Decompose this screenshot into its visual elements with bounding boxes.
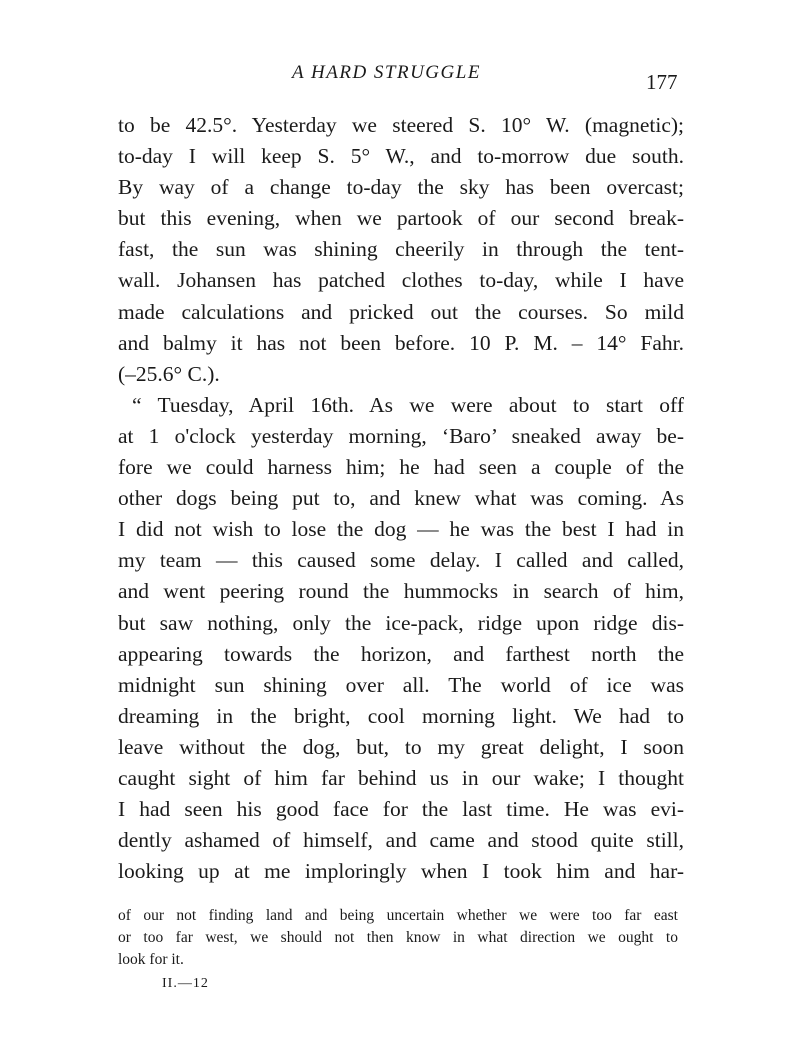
text-line: but this evening, when we partook of our second break-	[118, 206, 684, 231]
running-title: A HARD STRUGGLE	[292, 62, 481, 83]
text-line: to-day I will keep S. 5° W., and to-morrow due south.	[118, 144, 684, 169]
footnote	[118, 905, 678, 971]
text-line: midnight sun shining over all. The world of ice was	[118, 672, 684, 697]
body-text	[118, 110, 684, 887]
text-line: “ Tuesday, April 16th. As we were about to start off	[132, 392, 684, 417]
text-line: leave without the dog, but, to my great delight, I soon	[118, 734, 684, 759]
text-line: (–25.6° C.).	[118, 361, 220, 386]
text-line: wall. Johansen has patched clothes to-day, while I have	[118, 268, 684, 293]
text-line: other dogs being put to, and knew what was coming. As	[118, 486, 684, 511]
text-line: but saw nothing, only the ice-pack, ridge upon ridge dis-	[118, 610, 684, 635]
footnote-line: of our not finding land and being uncertain whether we were too far east	[118, 907, 678, 924]
text-line: looking up at me imploringly when I took him and har-	[118, 859, 684, 884]
text-line: fast, the sun was shining cheerily in through the tent-	[118, 237, 684, 262]
text-line: I did not wish to lose the dog — he was the best I had in	[118, 517, 684, 542]
text-line: my team — this caused some delay. I called and called,	[118, 548, 684, 573]
text-line: fore we could harness him; he had seen a couple of the	[118, 455, 684, 480]
text-line: By way of a change to-day the sky has been overcast;	[118, 175, 684, 200]
text-line: caught sight of him far behind us in our wake; I thought	[118, 765, 684, 790]
signature-mark: II.—12	[162, 976, 209, 991]
text-line: dreaming in the bright, cool morning light. We had to	[118, 703, 684, 728]
text-line: I had seen his good face for the last time. He was evi-	[118, 797, 684, 822]
text-line: and went peering round the hummocks in search of him,	[118, 579, 684, 604]
text-line: dently ashamed of himself, and came and stood quite still,	[118, 828, 684, 853]
footnote-line: or too far west, we should not then know in what direction we ought to	[118, 929, 678, 946]
text-line: at 1 o'clock yesterday morning, ‘Baro’ sneaked away be-	[118, 423, 684, 448]
page-number: 177	[646, 70, 678, 94]
text-line: to be 42.5°. Yesterday we steered S. 10° W. (magnetic);	[118, 113, 684, 137]
text-line: made calculations and pricked out the courses. So mild	[118, 299, 684, 324]
text-line: and balmy it has not been before. 10 P. M. – 14° Fahr.	[118, 330, 684, 355]
running-head	[0, 62, 800, 92]
footnote-line: look for it.	[118, 951, 184, 968]
text-line: appearing towards the horizon, and farthest north the	[118, 641, 684, 666]
